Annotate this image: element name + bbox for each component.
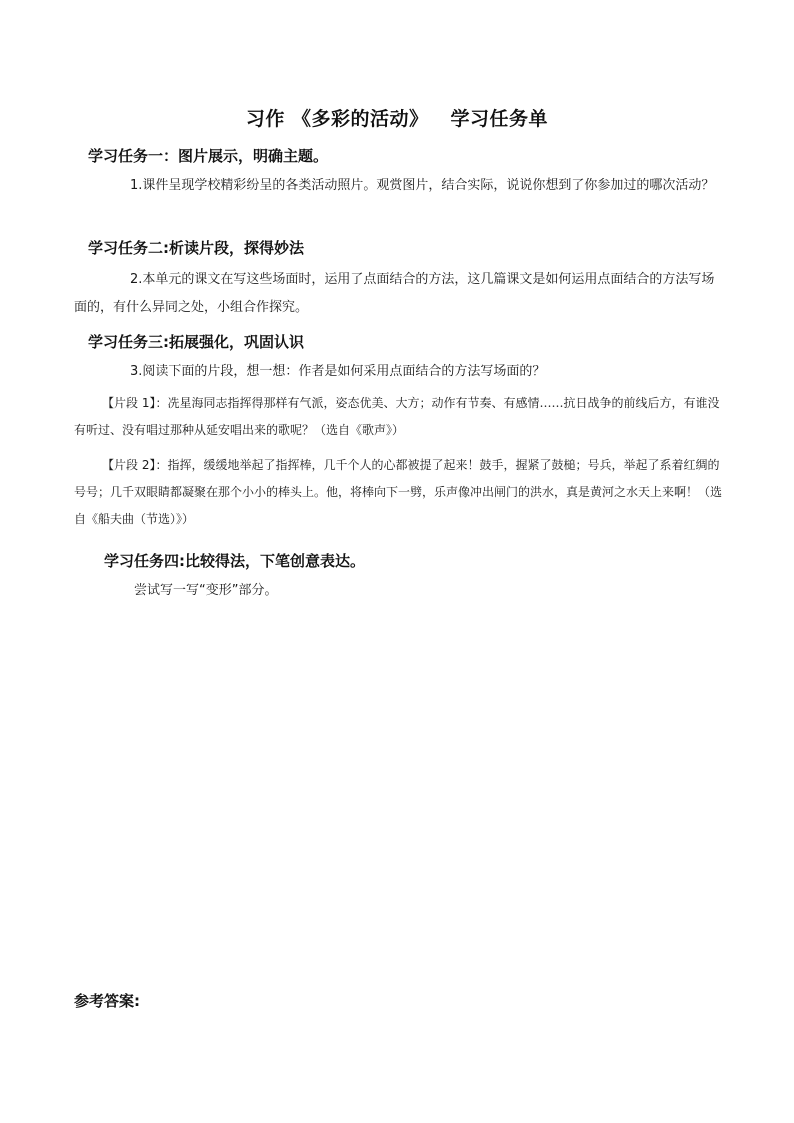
excerpt-2-text: ：指挥，缓缓地举起了指挥棒，几千个人的心都被提了起来！鼓手，握紧了鼓槌；号兵，举起了系着红绸的号号；几千双眼睛都凝聚在那个小小的棒头上。他，将棒向下一劈，乐声像冲出闸门的洪水，真是黄河之水天上来啊！（选自《船夫曲（节选）》） bbox=[74, 458, 723, 526]
page-title bbox=[0, 104, 794, 131]
task2-heading: 学习任务二:析读片段，探得妙法 bbox=[88, 239, 305, 257]
excerpt-1-text: ：冼星海同志指挥得那样有气派，姿态优美、大方；动作有节奏、有感情……抗日战争的前线后方，有谁没有听过、没有唱过那种从延安唱出来的歌呢？（选自《歌声》） bbox=[74, 396, 720, 437]
task2-text: 2.本单元的课文在写这些场面时，运用了点面结合的方法，这几篇课文是如何运用点面结合的方法写场面的，有什么异同之处，小组合作探究。 bbox=[74, 272, 715, 315]
title-sub: 学习任务单 bbox=[450, 108, 549, 130]
answer-label: 参考答案: bbox=[74, 992, 140, 1010]
excerpt-2 bbox=[74, 452, 726, 533]
task4-text: 尝试写一写“变形”部分。 bbox=[134, 583, 278, 598]
task1-text: 1.课件呈现学校精彩纷呈的各类活动照片。观赏图片，结合实际，说说你想到了你参加过的哪次活动？ bbox=[130, 178, 715, 193]
excerpt-1-tag: 【片段 1】 bbox=[102, 396, 156, 410]
excerpt-2-tag: 【片段 2】 bbox=[102, 458, 156, 472]
task3-heading: 学习任务三:拓展强化，巩固认识 bbox=[88, 333, 305, 351]
excerpt-1 bbox=[74, 390, 726, 444]
task1-heading: 学习任务一：图片展示，明确主题。 bbox=[88, 147, 329, 165]
task4-heading: 学习任务四:比较得法，下笔创意表达。 bbox=[104, 552, 366, 570]
task3-text: 3.阅读下面的片段，想一想：作者是如何采用点面结合的方法写场面的？ bbox=[130, 364, 546, 379]
title-main: 习作 《多彩的活动》 bbox=[245, 108, 429, 130]
